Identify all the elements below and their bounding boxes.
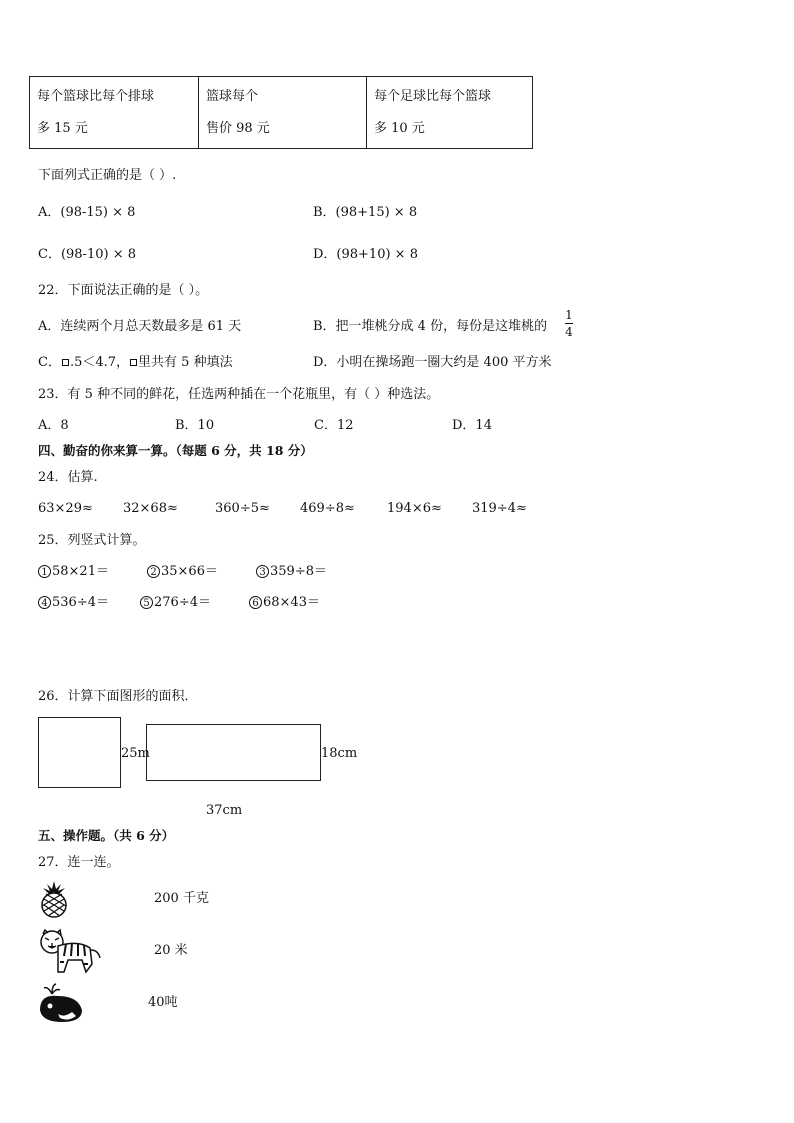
blank-box-icon	[130, 359, 137, 366]
vertical-calc-item	[38, 565, 109, 578]
estimate-item: 63×29≈	[38, 501, 93, 516]
table-cell-football	[366, 77, 532, 148]
q26-stem: 26．计算下面图形的面积．	[38, 689, 198, 704]
q23-option-d[interactable]: D．14	[452, 418, 492, 433]
q27-stem: 27．连一连。	[38, 855, 120, 870]
fraction-denominator: 4	[565, 325, 573, 339]
vertical-calc-item	[38, 596, 109, 609]
cell-line: 每个篮球比每个排球	[37, 89, 155, 104]
q25-stem: 25．列竖式计算。	[38, 533, 146, 548]
circled-number: 6	[249, 596, 262, 609]
q22-option-c[interactable]	[38, 356, 233, 369]
q23-option-b[interactable]: B．10	[175, 418, 215, 433]
rectangle-length-label: 37cm	[206, 803, 243, 818]
calc-expression: 536÷4＝	[52, 595, 109, 610]
q23-option-a[interactable]: A．8	[38, 418, 69, 433]
cell-line: 多 15 元	[37, 121, 88, 136]
pineapple-icon[interactable]	[37, 880, 71, 918]
vertical-calc-item	[147, 565, 218, 578]
q22-option-a[interactable]: A．连续两个月总天数最多是 61 天	[38, 319, 242, 334]
match-label[interactable]: 20 米	[154, 943, 188, 958]
estimate-item: 32×68≈	[123, 501, 178, 516]
circled-number: 3	[256, 565, 269, 578]
calc-expression: 35×66＝	[161, 564, 218, 579]
q24-stem: 24．估算.	[38, 470, 98, 485]
square-shape	[38, 717, 121, 788]
calc-expression: 58×21＝	[52, 564, 109, 579]
fraction-bar	[565, 323, 573, 324]
cell-line: 篮球每个	[206, 89, 259, 104]
estimate-item: 319÷4≈	[472, 501, 527, 516]
cell-line: 每个足球比每个篮球	[374, 89, 492, 104]
q23-option-c[interactable]: C．12	[314, 418, 354, 433]
square-side-label: 25m	[121, 746, 150, 761]
estimate-item: 360÷5≈	[215, 501, 270, 516]
option-c-suffix: 里共有 5 种填法	[138, 355, 233, 370]
table-cell-volleyball	[30, 77, 198, 148]
vertical-calc-item	[249, 596, 320, 609]
estimate-item: 469÷8≈	[300, 501, 355, 516]
info-table	[29, 76, 533, 149]
q21-stem: 下面列式正确的是（ ）.	[38, 168, 177, 183]
match-label[interactable]: 40吨	[148, 995, 178, 1010]
section5-title: 五、操作题。（共 6 分）	[38, 828, 175, 843]
calc-expression: 68×43＝	[263, 595, 320, 610]
q21-option-c[interactable]: C．(98-10) × 8	[38, 247, 136, 262]
vertical-calc-item	[140, 596, 211, 609]
section4-title: 四、勤奋的你来算一算。（每题 6 分，共 18 分）	[38, 443, 313, 458]
fraction-numerator: 1	[565, 308, 573, 322]
calc-expression: 359÷8＝	[270, 564, 327, 579]
circled-number: 2	[147, 565, 160, 578]
table-cell-basketball	[198, 77, 366, 148]
q21-option-a[interactable]: A．(98-15) × 8	[38, 205, 136, 220]
cell-line: 售价 98 元	[206, 121, 270, 136]
option-c-prefix: C．	[38, 355, 61, 370]
circled-number: 5	[140, 596, 153, 609]
calc-expression: 276÷4＝	[154, 595, 211, 610]
q23-stem: 23．有 5 种不同的鲜花，任选两种插在一个花瓶里，有（ ）种选法。	[38, 387, 440, 402]
rectangle-shape	[146, 724, 321, 781]
q21-option-b[interactable]: B．(98+15) × 8	[313, 205, 418, 220]
fraction-one-quarter	[565, 309, 573, 338]
option-c-middle: .5＜4.7，	[69, 355, 130, 370]
blank-box-icon	[62, 359, 69, 366]
q22-option-b[interactable]: B．把一堆桃分成 4 份，每份是这堆桃的	[313, 319, 548, 334]
cell-line: 多 10 元	[374, 121, 425, 136]
whale-icon[interactable]	[38, 980, 86, 1024]
match-label[interactable]: 200 千克	[154, 891, 209, 906]
q21-option-d[interactable]: D．(98+10) × 8	[313, 247, 418, 262]
circled-number: 4	[38, 596, 51, 609]
circled-number: 1	[38, 565, 51, 578]
q22-option-d[interactable]: D．小明在操场跑一圈大约是 400 平方米	[313, 355, 552, 370]
tiger-icon[interactable]	[38, 928, 102, 974]
estimate-item: 194×6≈	[387, 501, 442, 516]
rectangle-side-label: 18cm	[321, 746, 358, 761]
vertical-calc-item	[256, 565, 327, 578]
q22-stem: 22．下面说法正确的是（ ）。	[38, 283, 209, 298]
